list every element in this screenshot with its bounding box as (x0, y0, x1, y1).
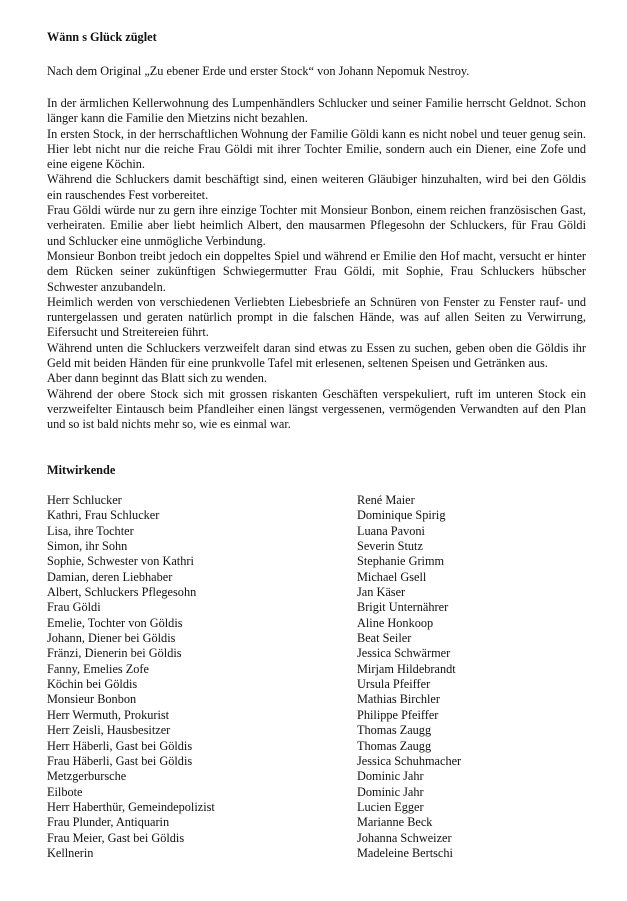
cast-actor: Dominique Spirig (357, 508, 446, 523)
cast-row (47, 616, 607, 631)
cast-row (47, 815, 607, 830)
cast-actor: Marianne Beck (357, 815, 433, 830)
cast-actor: Mirjam Hildebrandt (357, 661, 456, 676)
cast-row (47, 570, 607, 585)
cast-role: Frau Meier, Gast bei Göldis (47, 830, 185, 845)
cast-actor: Thomas Zaugg (357, 738, 432, 753)
cast-row (47, 554, 607, 569)
cast-actor: Jessica Schuhmacher (357, 753, 462, 768)
cast-role: Köchin bei Göldis (47, 677, 138, 692)
cast-role: Emelie, Tochter von Göldis (47, 615, 183, 630)
cast-row (47, 785, 607, 800)
cast-actor: Michael Gsell (357, 569, 427, 584)
synopsis-paragraph: Während der obere Stock sich mit grossen riskanten Geschäften verspekuliert, ruft im unteren Stock ein verzweifelter Eintausch beim Pfandleiher einen längst vergessenen, vermögenden Verwandten auf den Plan und so ist bald nichts mehr so, wie es einmal war. (47, 386, 586, 432)
cast-row (47, 539, 607, 554)
cast-actor: Philippe Pfeiffer (357, 707, 439, 722)
cast-actor: Lucien Egger (357, 799, 424, 814)
document-title: Wänn s Glück züglet (47, 30, 157, 44)
synopsis-paragraph: In der ärmlichen Kellerwohnung des Lumpenhändlers Schlucker und seiner Familie herrscht Geldnot. Schon länger kann die Familie den Mietzins nicht bezahlen. (47, 96, 586, 126)
cast-row (47, 677, 607, 692)
cast-row (47, 708, 607, 723)
cast-row (47, 754, 607, 769)
synopsis-paragraph: Frau Göldi würde nur zu gern ihre einzige Tochter mit Monsieur Bonbon, einem reichen französischen Gast, verheiraten. Emilie aber liebt heimlich Albert, den mausarmen Pflegesohn der Schluckers, für Frau Göldi und Schlucker eine unmögliche Verbindung. (47, 203, 586, 248)
cast-role: Simon, ihr Sohn (47, 539, 128, 554)
cast-actor: Ursula Pfeiffer (357, 677, 431, 692)
cast-row (47, 723, 607, 738)
cast-role: Kathri, Frau Schlucker (47, 508, 160, 523)
cast-row (47, 646, 607, 661)
cast-role: Herr Wermuth, Prokurist (47, 707, 170, 722)
synopsis-paragraph: Während unten die Schluckers verzweifelt daran sind etwas zu Essen zu suchen, geben oben die Göldis ihr Geld mit beiden Händen für eine prunkvolle Tafel mit erlesenen, seltenen Speisen und Getränken aus. (47, 340, 586, 371)
cast-row (47, 600, 607, 615)
cast-role: Frau Plunder, Antiquarin (47, 815, 170, 830)
cast-row (47, 585, 607, 600)
cast-role: Johann, Diener bei Göldis (47, 631, 176, 646)
cast-row (47, 662, 607, 677)
cast-role: Fanny, Emelies Zofe (47, 661, 149, 676)
cast-role: Sophie, Schwester von Kathri (47, 554, 194, 569)
cast-role: Eilbote (47, 784, 83, 799)
cast-role: Frau Häberli, Gast bei Göldis (47, 753, 193, 768)
cast-actor: Jan Käser (357, 585, 406, 600)
cast-actor: Dominic Jahr (357, 769, 424, 784)
cast-actor: Beat Seiler (357, 631, 412, 646)
cast-actor: Madeleine Bertschi (357, 845, 453, 860)
cast-actor: Stephanie Grimm (357, 554, 445, 569)
cast-row (47, 508, 607, 523)
cast-row (47, 739, 607, 754)
cast-role: Lisa, ihre Tochter (47, 523, 134, 538)
synopsis-paragraph: In ersten Stock, in der herrschaftlichen Wohnung der Familie Göldi kann es nicht nobel und teuer genug sein. Hier lebt nicht nur die reiche Frau Göldi mit ihrer Tochter Emilie, sondern auch ein Diener, eine Zofe und eine eigene Köchin. (47, 126, 586, 172)
cast-row (47, 493, 607, 508)
synopsis-paragraph: Monsieur Bonbon treibt jedoch ein doppeltes Spiel und während er Emilie den Hof macht, versucht er hinter dem Rücken seiner zukünftigen Schwiegermutter Frau Göldi, mit Sophie, Frau Schluckers hübscher Schwester anzubandeln. (47, 248, 586, 294)
cast-actor: Jessica Schwärmer (357, 646, 451, 661)
cast-actor: Thomas Zaugg (357, 723, 432, 738)
cast-actor: Johanna Schweizer (357, 830, 452, 845)
cast-row (47, 631, 607, 646)
cast-actor: Aline Honkoop (357, 615, 434, 630)
cast-row (47, 692, 607, 707)
cast-list (47, 493, 607, 861)
cast-actor: Dominic Jahr (357, 784, 424, 799)
document-subtitle: Nach dem Original „Zu ebener Erde und erster Stock“ von Johann Nepomuk Nestroy. (47, 64, 470, 78)
cast-heading: Mitwirkende (47, 463, 116, 477)
cast-role: Herr Zeisli, Hausbesitzer (47, 723, 171, 738)
cast-actor: Brigit Unternährer (357, 600, 449, 615)
cast-role: Herr Häberli, Gast bei Göldis (47, 738, 193, 753)
synopsis-paragraph: Während die Schluckers damit beschäftigt sind, einen weiteren Gläubiger hinzuhalten, wird bei den Göldis ein rauschendes Fest vorbereitet. (47, 172, 586, 202)
cast-role: Metzgerbursche (47, 769, 127, 784)
synopsis (47, 96, 586, 433)
cast-role: Herr Haberthür, Gemeindepolizist (47, 799, 215, 814)
cast-role: Monsieur Bonbon (47, 692, 137, 707)
cast-role: Albert, Schluckers Pflegesohn (47, 585, 197, 600)
cast-row (47, 800, 607, 815)
cast-actor: Luana Pavoni (357, 523, 425, 538)
cast-row (47, 769, 607, 784)
cast-actor: Severin Stutz (357, 539, 423, 554)
cast-row (47, 846, 607, 861)
cast-role: Frau Göldi (47, 600, 101, 615)
synopsis-paragraph: Heimlich werden von verschiedenen Verliebten Liebesbriefe an Schnüren von Fenster zu Fenster rauf- und runtergelassen und geraten natürlich prompt in die falschen Hände, was auf allen Seiten zu Verwirrung, Eifersucht und Streitereien führt. (47, 294, 586, 340)
cast-actor: Mathias Birchler (357, 692, 440, 707)
cast-actor: René Maier (357, 493, 415, 507)
cast-row (47, 524, 607, 539)
cast-role: Herr Schlucker (47, 493, 122, 507)
cast-role: Kellnerin (47, 845, 94, 860)
cast-role: Damian, deren Liebhaber (47, 569, 173, 584)
synopsis-paragraph: Aber dann beginnt das Blatt sich zu wenden. (47, 371, 267, 386)
cast-role: Fränzi, Dienerin bei Göldis (47, 646, 182, 661)
cast-row (47, 831, 607, 846)
